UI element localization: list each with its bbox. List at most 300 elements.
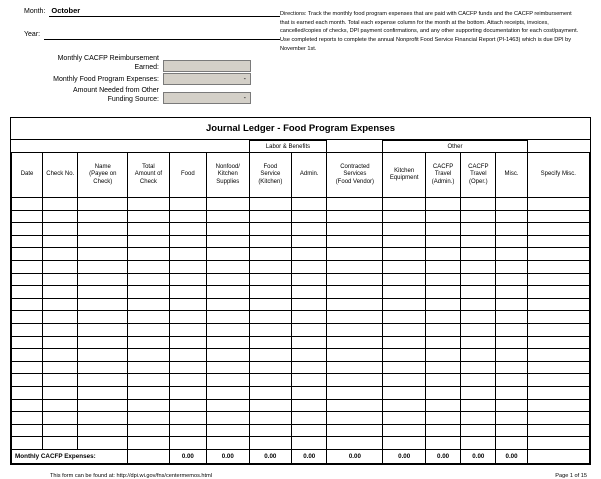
table-cell[interactable] <box>249 223 292 236</box>
table-row[interactable] <box>12 424 590 437</box>
table-cell[interactable] <box>128 412 170 425</box>
table-cell[interactable] <box>461 298 496 311</box>
table-cell[interactable] <box>43 424 78 437</box>
table-cell[interactable] <box>12 386 43 399</box>
year-input[interactable] <box>44 29 280 40</box>
table-cell[interactable] <box>249 336 292 349</box>
table-cell[interactable] <box>169 323 206 336</box>
table-cell[interactable] <box>43 223 78 236</box>
table-cell[interactable] <box>292 399 327 412</box>
table-cell[interactable] <box>249 286 292 299</box>
table-cell[interactable] <box>292 311 327 324</box>
table-cell[interactable] <box>383 336 426 349</box>
table-cell[interactable] <box>292 336 327 349</box>
table-cell[interactable] <box>169 336 206 349</box>
table-cell[interactable] <box>169 235 206 248</box>
table-cell[interactable] <box>292 412 327 425</box>
table-cell[interactable] <box>12 260 43 273</box>
table-cell[interactable] <box>527 374 589 387</box>
table-cell[interactable] <box>128 298 170 311</box>
table-cell[interactable] <box>169 311 206 324</box>
table-cell[interactable] <box>207 374 250 387</box>
table-cell[interactable] <box>327 412 383 425</box>
table-row[interactable] <box>12 399 590 412</box>
table-cell[interactable] <box>496 424 527 437</box>
table-cell[interactable] <box>461 273 496 286</box>
table-cell[interactable] <box>496 286 527 299</box>
table-cell[interactable] <box>327 298 383 311</box>
table-cell[interactable] <box>292 386 327 399</box>
table-cell[interactable] <box>12 361 43 374</box>
table-row[interactable] <box>12 298 590 311</box>
table-cell[interactable] <box>249 248 292 261</box>
table-cell[interactable] <box>43 412 78 425</box>
table-cell[interactable] <box>249 323 292 336</box>
table-cell[interactable] <box>78 210 128 223</box>
table-cell[interactable] <box>78 374 128 387</box>
table-cell[interactable] <box>461 210 496 223</box>
table-cell[interactable] <box>527 412 589 425</box>
table-cell[interactable] <box>249 437 292 450</box>
table-cell[interactable] <box>12 298 43 311</box>
table-cell[interactable] <box>12 286 43 299</box>
table-cell[interactable] <box>292 349 327 362</box>
table-cell[interactable] <box>527 361 589 374</box>
table-cell[interactable] <box>207 273 250 286</box>
table-cell[interactable] <box>425 386 460 399</box>
table-cell[interactable] <box>128 361 170 374</box>
table-cell[interactable] <box>383 361 426 374</box>
table-cell[interactable] <box>527 349 589 362</box>
table-cell[interactable] <box>496 412 527 425</box>
table-cell[interactable] <box>527 386 589 399</box>
table-cell[interactable] <box>78 349 128 362</box>
table-cell[interactable] <box>12 412 43 425</box>
table-cell[interactable] <box>249 198 292 211</box>
table-cell[interactable] <box>461 235 496 248</box>
table-cell[interactable] <box>43 248 78 261</box>
table-cell[interactable] <box>496 437 527 450</box>
table-cell[interactable] <box>207 248 250 261</box>
table-cell[interactable] <box>292 323 327 336</box>
table-cell[interactable] <box>496 273 527 286</box>
table-cell[interactable] <box>12 273 43 286</box>
table-cell[interactable] <box>425 412 460 425</box>
table-cell[interactable] <box>207 399 250 412</box>
table-cell[interactable] <box>292 223 327 236</box>
table-cell[interactable] <box>527 323 589 336</box>
reimbursement-input[interactable] <box>163 60 251 72</box>
table-cell[interactable] <box>383 349 426 362</box>
table-cell[interactable] <box>496 399 527 412</box>
table-cell[interactable] <box>383 424 426 437</box>
table-cell[interactable] <box>128 311 170 324</box>
table-cell[interactable] <box>169 386 206 399</box>
table-cell[interactable] <box>425 235 460 248</box>
table-cell[interactable] <box>207 336 250 349</box>
table-cell[interactable] <box>249 349 292 362</box>
table-cell[interactable] <box>128 323 170 336</box>
table-cell[interactable] <box>327 311 383 324</box>
table-cell[interactable] <box>207 210 250 223</box>
table-row[interactable] <box>12 198 590 211</box>
table-cell[interactable] <box>78 311 128 324</box>
table-cell[interactable] <box>43 210 78 223</box>
table-cell[interactable] <box>383 437 426 450</box>
table-cell[interactable] <box>327 349 383 362</box>
table-row[interactable] <box>12 248 590 261</box>
table-row[interactable] <box>12 223 590 236</box>
table-cell[interactable] <box>292 235 327 248</box>
table-cell[interactable] <box>207 286 250 299</box>
table-cell[interactable] <box>43 235 78 248</box>
table-cell[interactable] <box>496 349 527 362</box>
table-row[interactable] <box>12 311 590 324</box>
table-cell[interactable] <box>169 298 206 311</box>
table-row[interactable] <box>12 386 590 399</box>
table-cell[interactable] <box>207 323 250 336</box>
table-cell[interactable] <box>249 361 292 374</box>
table-cell[interactable] <box>128 374 170 387</box>
table-cell[interactable] <box>527 198 589 211</box>
table-cell[interactable] <box>128 198 170 211</box>
table-cell[interactable] <box>78 273 128 286</box>
table-cell[interactable] <box>461 399 496 412</box>
table-cell[interactable] <box>169 374 206 387</box>
table-cell[interactable] <box>207 349 250 362</box>
table-cell[interactable] <box>78 437 128 450</box>
table-cell[interactable] <box>207 223 250 236</box>
table-cell[interactable] <box>383 323 426 336</box>
table-cell[interactable] <box>128 336 170 349</box>
table-cell[interactable] <box>207 260 250 273</box>
table-cell[interactable] <box>78 298 128 311</box>
table-cell[interactable] <box>425 437 460 450</box>
table-cell[interactable] <box>78 260 128 273</box>
table-cell[interactable] <box>527 210 589 223</box>
table-cell[interactable] <box>12 210 43 223</box>
table-cell[interactable] <box>207 424 250 437</box>
table-cell[interactable] <box>128 437 170 450</box>
table-cell[interactable] <box>496 223 527 236</box>
table-cell[interactable] <box>207 412 250 425</box>
table-cell[interactable] <box>249 235 292 248</box>
table-cell[interactable] <box>425 198 460 211</box>
table-cell[interactable] <box>43 361 78 374</box>
table-cell[interactable] <box>249 399 292 412</box>
table-row[interactable] <box>12 412 590 425</box>
table-cell[interactable] <box>425 361 460 374</box>
table-cell[interactable] <box>292 286 327 299</box>
table-cell[interactable] <box>461 223 496 236</box>
table-cell[interactable] <box>169 286 206 299</box>
table-cell[interactable] <box>78 198 128 211</box>
table-cell[interactable] <box>461 198 496 211</box>
table-cell[interactable] <box>43 336 78 349</box>
table-cell[interactable] <box>78 361 128 374</box>
table-row[interactable] <box>12 260 590 273</box>
table-cell[interactable] <box>461 437 496 450</box>
table-cell[interactable] <box>292 361 327 374</box>
table-cell[interactable] <box>496 374 527 387</box>
table-cell[interactable] <box>169 248 206 261</box>
table-cell[interactable] <box>169 198 206 211</box>
table-cell[interactable] <box>496 323 527 336</box>
table-cell[interactable] <box>78 386 128 399</box>
table-cell[interactable] <box>425 286 460 299</box>
table-cell[interactable] <box>12 399 43 412</box>
table-cell[interactable] <box>12 424 43 437</box>
table-cell[interactable] <box>249 210 292 223</box>
table-cell[interactable] <box>78 223 128 236</box>
table-cell[interactable] <box>425 298 460 311</box>
table-row[interactable] <box>12 361 590 374</box>
table-cell[interactable] <box>327 424 383 437</box>
table-cell[interactable] <box>383 412 426 425</box>
table-cell[interactable] <box>169 437 206 450</box>
table-cell[interactable] <box>461 260 496 273</box>
table-cell[interactable] <box>461 311 496 324</box>
table-cell[interactable] <box>425 399 460 412</box>
table-cell[interactable] <box>12 349 43 362</box>
table-row[interactable] <box>12 286 590 299</box>
table-cell[interactable] <box>169 210 206 223</box>
table-cell[interactable] <box>169 260 206 273</box>
table-row[interactable] <box>12 235 590 248</box>
table-cell[interactable] <box>461 286 496 299</box>
table-cell[interactable] <box>461 386 496 399</box>
table-cell[interactable] <box>78 323 128 336</box>
table-cell[interactable] <box>496 260 527 273</box>
table-cell[interactable] <box>128 273 170 286</box>
table-cell[interactable] <box>527 248 589 261</box>
table-cell[interactable] <box>43 374 78 387</box>
table-cell[interactable] <box>527 223 589 236</box>
table-cell[interactable] <box>249 311 292 324</box>
table-cell[interactable] <box>327 198 383 211</box>
table-cell[interactable] <box>461 374 496 387</box>
table-cell[interactable] <box>12 336 43 349</box>
table-cell[interactable] <box>128 349 170 362</box>
table-cell[interactable] <box>207 386 250 399</box>
table-cell[interactable] <box>12 374 43 387</box>
table-cell[interactable] <box>169 273 206 286</box>
table-cell[interactable] <box>461 424 496 437</box>
table-cell[interactable] <box>327 235 383 248</box>
table-cell[interactable] <box>12 248 43 261</box>
table-cell[interactable] <box>249 386 292 399</box>
table-cell[interactable] <box>43 273 78 286</box>
table-cell[interactable] <box>43 349 78 362</box>
table-cell[interactable] <box>527 260 589 273</box>
table-cell[interactable] <box>461 248 496 261</box>
table-cell[interactable] <box>128 235 170 248</box>
table-cell[interactable] <box>496 386 527 399</box>
table-cell[interactable] <box>207 198 250 211</box>
table-cell[interactable] <box>461 323 496 336</box>
table-cell[interactable] <box>78 412 128 425</box>
table-cell[interactable] <box>43 286 78 299</box>
table-cell[interactable] <box>425 260 460 273</box>
table-cell[interactable] <box>207 235 250 248</box>
table-cell[interactable] <box>43 399 78 412</box>
table-cell[interactable] <box>43 298 78 311</box>
table-cell[interactable] <box>383 386 426 399</box>
table-cell[interactable] <box>527 311 589 324</box>
table-cell[interactable] <box>327 286 383 299</box>
table-cell[interactable] <box>128 210 170 223</box>
table-row[interactable] <box>12 210 590 223</box>
table-cell[interactable] <box>249 424 292 437</box>
table-cell[interactable] <box>43 198 78 211</box>
table-cell[interactable] <box>496 361 527 374</box>
table-cell[interactable] <box>12 323 43 336</box>
table-cell[interactable] <box>425 349 460 362</box>
table-cell[interactable] <box>383 374 426 387</box>
table-row[interactable] <box>12 349 590 362</box>
table-cell[interactable] <box>527 437 589 450</box>
table-row[interactable] <box>12 437 590 450</box>
table-cell[interactable] <box>461 361 496 374</box>
table-cell[interactable] <box>496 311 527 324</box>
table-cell[interactable] <box>43 311 78 324</box>
table-cell[interactable] <box>207 437 250 450</box>
table-cell[interactable] <box>527 273 589 286</box>
table-cell[interactable] <box>169 399 206 412</box>
table-cell[interactable] <box>292 210 327 223</box>
table-cell[interactable] <box>425 223 460 236</box>
table-cell[interactable] <box>249 260 292 273</box>
table-cell[interactable] <box>527 399 589 412</box>
table-cell[interactable] <box>327 260 383 273</box>
table-cell[interactable] <box>292 248 327 261</box>
table-cell[interactable] <box>169 424 206 437</box>
table-cell[interactable] <box>327 361 383 374</box>
table-cell[interactable] <box>383 248 426 261</box>
table-cell[interactable] <box>249 298 292 311</box>
table-cell[interactable] <box>12 437 43 450</box>
table-cell[interactable] <box>383 235 426 248</box>
table-cell[interactable] <box>43 260 78 273</box>
table-cell[interactable] <box>527 298 589 311</box>
table-cell[interactable] <box>78 248 128 261</box>
table-cell[interactable] <box>383 210 426 223</box>
table-cell[interactable] <box>425 210 460 223</box>
table-cell[interactable] <box>292 260 327 273</box>
table-cell[interactable] <box>292 198 327 211</box>
table-cell[interactable] <box>292 273 327 286</box>
table-cell[interactable] <box>43 386 78 399</box>
table-cell[interactable] <box>383 399 426 412</box>
table-cell[interactable] <box>128 286 170 299</box>
table-cell[interactable] <box>425 273 460 286</box>
table-cell[interactable] <box>327 210 383 223</box>
table-cell[interactable] <box>527 336 589 349</box>
table-cell[interactable] <box>496 336 527 349</box>
table-row[interactable] <box>12 374 590 387</box>
table-cell[interactable] <box>496 298 527 311</box>
table-cell[interactable] <box>78 336 128 349</box>
table-cell[interactable] <box>292 424 327 437</box>
table-cell[interactable] <box>292 437 327 450</box>
table-cell[interactable] <box>425 374 460 387</box>
table-cell[interactable] <box>327 386 383 399</box>
table-cell[interactable] <box>128 223 170 236</box>
table-cell[interactable] <box>78 424 128 437</box>
table-cell[interactable] <box>383 198 426 211</box>
table-cell[interactable] <box>128 399 170 412</box>
table-cell[interactable] <box>383 273 426 286</box>
table-cell[interactable] <box>12 198 43 211</box>
table-cell[interactable] <box>527 286 589 299</box>
table-cell[interactable] <box>207 311 250 324</box>
table-cell[interactable] <box>12 235 43 248</box>
table-cell[interactable] <box>327 323 383 336</box>
table-cell[interactable] <box>207 361 250 374</box>
table-cell[interactable] <box>128 260 170 273</box>
table-cell[interactable] <box>169 349 206 362</box>
table-cell[interactable] <box>461 336 496 349</box>
table-row[interactable] <box>12 323 590 336</box>
table-cell[interactable] <box>128 424 170 437</box>
table-cell[interactable] <box>496 248 527 261</box>
table-cell[interactable] <box>207 298 250 311</box>
table-cell[interactable] <box>12 223 43 236</box>
table-cell[interactable] <box>425 311 460 324</box>
table-cell[interactable] <box>425 323 460 336</box>
table-cell[interactable] <box>527 235 589 248</box>
table-cell[interactable] <box>461 349 496 362</box>
table-cell[interactable] <box>383 298 426 311</box>
table-cell[interactable] <box>327 336 383 349</box>
table-cell[interactable] <box>327 437 383 450</box>
table-cell[interactable] <box>527 424 589 437</box>
table-cell[interactable] <box>78 235 128 248</box>
table-cell[interactable] <box>327 399 383 412</box>
table-cell[interactable] <box>327 248 383 261</box>
table-cell[interactable] <box>327 273 383 286</box>
table-cell[interactable] <box>383 286 426 299</box>
table-row[interactable] <box>12 273 590 286</box>
table-cell[interactable] <box>383 311 426 324</box>
table-cell[interactable] <box>78 399 128 412</box>
table-cell[interactable] <box>169 223 206 236</box>
table-cell[interactable] <box>292 374 327 387</box>
table-cell[interactable] <box>461 412 496 425</box>
table-cell[interactable] <box>496 198 527 211</box>
table-cell[interactable] <box>292 298 327 311</box>
table-cell[interactable] <box>249 273 292 286</box>
table-cell[interactable] <box>327 223 383 236</box>
month-input[interactable] <box>49 6 280 17</box>
table-cell[interactable] <box>383 223 426 236</box>
table-cell[interactable] <box>169 412 206 425</box>
table-cell[interactable] <box>383 260 426 273</box>
table-cell[interactable] <box>78 286 128 299</box>
table-cell[interactable] <box>249 412 292 425</box>
table-cell[interactable] <box>425 248 460 261</box>
table-cell[interactable] <box>327 374 383 387</box>
table-cell[interactable] <box>425 336 460 349</box>
table-cell[interactable] <box>425 424 460 437</box>
table-cell[interactable] <box>12 311 43 324</box>
table-cell[interactable] <box>43 323 78 336</box>
table-cell[interactable] <box>169 361 206 374</box>
table-cell[interactable] <box>249 374 292 387</box>
table-row[interactable] <box>12 336 590 349</box>
table-cell[interactable] <box>496 210 527 223</box>
table-cell[interactable] <box>43 437 78 450</box>
